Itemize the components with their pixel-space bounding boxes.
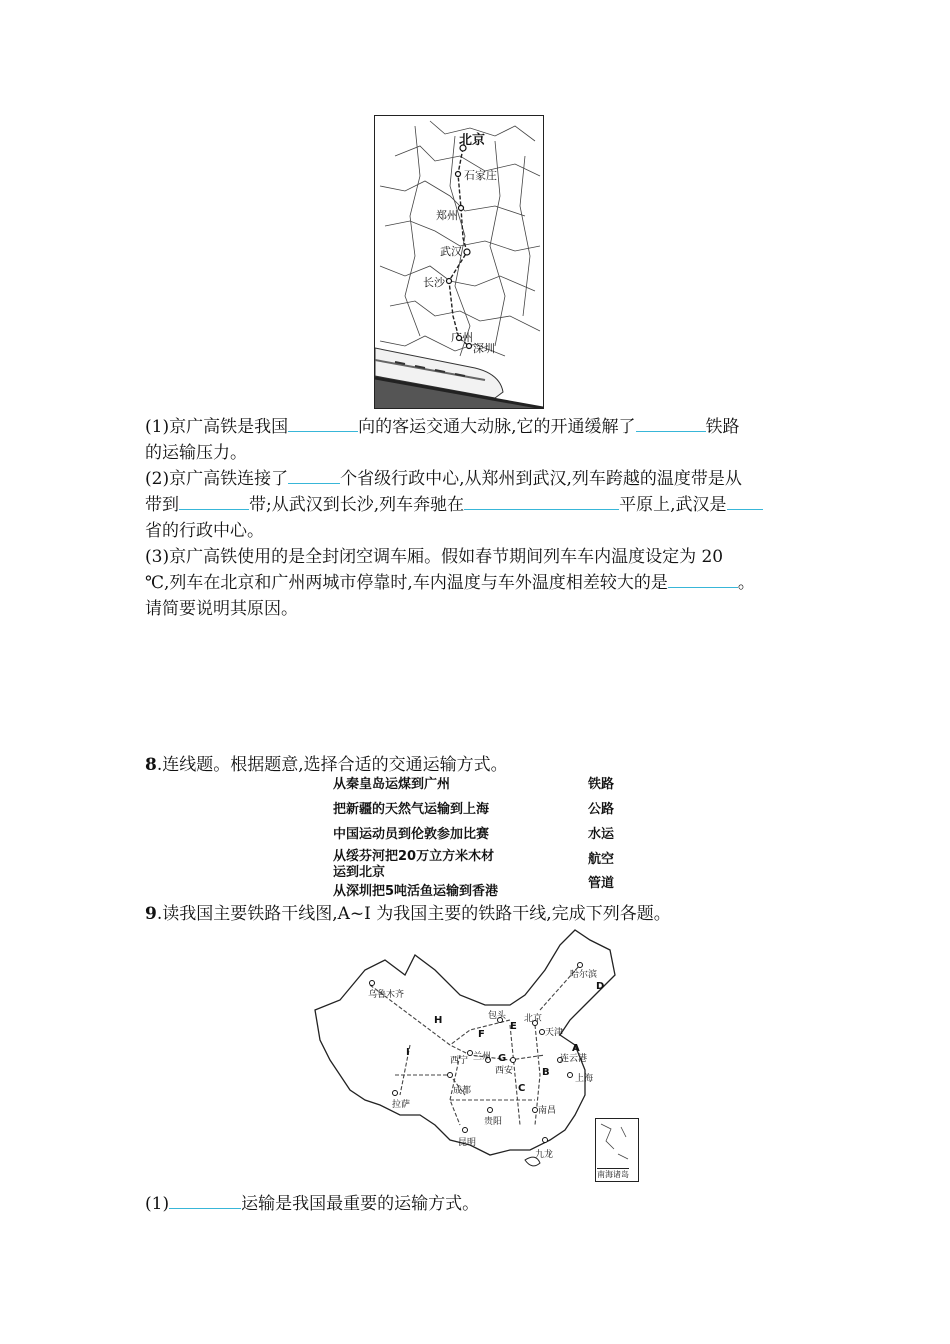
railway-letter: H (434, 1015, 443, 1026)
railway-letter: E (510, 1021, 517, 1032)
q8-right-item: 航空 (588, 852, 615, 867)
q7-part2-line2 (145, 492, 763, 518)
q9-part1 (145, 1191, 479, 1217)
answer-blank[interactable] (179, 493, 249, 510)
q8-stem (145, 752, 508, 778)
answer-blank[interactable] (727, 493, 763, 510)
q7-part3-text-c: 。 (737, 573, 755, 593)
answer-blank[interactable] (288, 467, 340, 484)
china-railway-map (310, 925, 642, 1185)
q7-part3-text-d: 请简要说明其原因。 (145, 599, 298, 619)
map-label-shijiazhuang: 石家庄 (464, 169, 497, 182)
map-label-wuhan: 武汉 (440, 245, 462, 258)
railway-letter: G (498, 1053, 507, 1064)
map-label-xian: 西安 (495, 1066, 514, 1076)
map-label-chengdu: 成都 (453, 1086, 472, 1096)
q7-part2-text-d: 带;从武汉到长沙,列车奔驰在 (249, 495, 465, 515)
q8-left-item: 从秦皇岛运煤到广州 (333, 777, 451, 792)
south-china-sea-inset (595, 1118, 639, 1182)
q7-part1-text-b: 向的客运交通大动脉,它的开通缓解了 (358, 417, 636, 437)
jingguang-railway-map (374, 115, 544, 409)
map-label-guiyang: 贵阳 (484, 1117, 503, 1127)
q8-right-item: 公路 (588, 802, 615, 817)
map-label-lanzhou: 兰州 (473, 1052, 492, 1062)
answer-blank[interactable] (668, 571, 738, 588)
inset-islands (596, 1119, 638, 1167)
railway-letter: F (478, 1029, 485, 1040)
answer-blank[interactable] (464, 493, 619, 510)
question-number: 9 (145, 904, 157, 924)
q7-part2-text-b: 个省级行政中心,从郑州到武汉,列车跨越的温度带是从 (340, 469, 742, 489)
map-label-kunming: 昆明 (458, 1138, 477, 1148)
q8-right-item: 水运 (588, 827, 615, 842)
q8-right-item: 铁路 (588, 777, 615, 792)
q7-part3-text-b: ℃,列车在北京和广州两城市停靠时,车内温度与车外温度相差较大的是 (145, 573, 668, 593)
map-label-kowloon: 九龙 (535, 1150, 554, 1160)
q8-stem-text: .连线题。根据题意,选择合适的交通运输方式。 (156, 755, 508, 775)
q7-part1-line2 (145, 440, 247, 466)
q7-part2-text-e: 平原上,武汉是 (619, 495, 727, 515)
railway-letter: C (518, 1083, 526, 1094)
map-label-baotou: 包头 (488, 1011, 507, 1021)
q9-part1-text-b: 运输是我国最重要的运输方式。 (241, 1194, 480, 1214)
q7-part2-line1 (145, 466, 742, 492)
answer-blank[interactable] (169, 1192, 241, 1209)
map-label-shenzhen: 深圳 (473, 342, 495, 355)
railway-letter: I (406, 1047, 410, 1058)
inset-label: 南海诸岛 (597, 1170, 629, 1179)
q7-part3-text-a: (3)京广高铁使用的是全封闭空调车厢。假如春节期间列车车内温度设定为 20 (145, 547, 724, 567)
q8-left-item: 中国运动员到伦敦参加比赛 (333, 827, 490, 842)
map-label-xining: 西宁 (450, 1056, 469, 1066)
q7-part1-text-d: 的运输压力。 (145, 443, 247, 463)
map-label-beijing: 北京 (524, 1014, 543, 1024)
map-label-nanchang: 南昌 (538, 1106, 557, 1116)
q7-part1-line1 (145, 414, 740, 440)
map-label-guangzhou: 广州 (451, 331, 473, 344)
q7-part3-line3 (145, 596, 298, 622)
map-label-beijing: 北京 (459, 133, 486, 148)
q7-part1-text-c: 铁路 (705, 417, 740, 437)
q8-right-item: 管道 (588, 876, 615, 891)
railway-letter: B (542, 1067, 550, 1078)
q7-part2-text-c: 带到 (145, 495, 179, 515)
map-label-tianjin: 天津 (545, 1028, 564, 1038)
q8-left-item: 从绥芬河把20万立方米木材 (333, 849, 495, 864)
q7-part2-text-f: 省的行政中心。 (145, 521, 264, 541)
high-speed-train-illustration (375, 348, 543, 408)
province-boundary-lines (375, 116, 543, 408)
q7-part1-text-a: (1)京广高铁是我国 (145, 417, 289, 437)
q9-stem-text: .读我国主要铁路干线图,A~I 为我国主要的铁路干线,完成下列各题。 (156, 904, 671, 924)
q7-part3-line1 (145, 544, 723, 570)
q8-left-item: 从深圳把5吨活鱼运输到香港 (333, 884, 499, 899)
map-label-changsha: 长沙 (423, 276, 445, 289)
railway-letter: D (596, 981, 605, 992)
map-label-urumqi: 乌鲁木齐 (368, 990, 405, 1000)
answer-blank[interactable] (636, 415, 706, 432)
q9-stem (145, 901, 671, 927)
map-label-harbin: 哈尔滨 (570, 970, 598, 980)
q7-part3-line2 (145, 570, 755, 596)
question-number: 8 (145, 755, 157, 775)
q7-part2-line3 (145, 518, 264, 544)
q7-part2-text-a: (2)京广高铁连接了 (145, 469, 289, 489)
q8-left-item: 运到北京 (333, 865, 386, 880)
answer-blank[interactable] (288, 415, 358, 432)
q8-left-item: 把新疆的天然气运输到上海 (333, 802, 490, 817)
map-label-lhasa: 拉萨 (392, 1100, 411, 1110)
map-label-lianyungang: 连云港 (560, 1054, 588, 1064)
railway-letter: A (572, 1043, 580, 1054)
map-label-shanghai: 上海 (575, 1074, 594, 1084)
map-label-zhengzhou: 郑州 (436, 209, 458, 222)
q9-part1-text-a: (1) (145, 1194, 170, 1214)
